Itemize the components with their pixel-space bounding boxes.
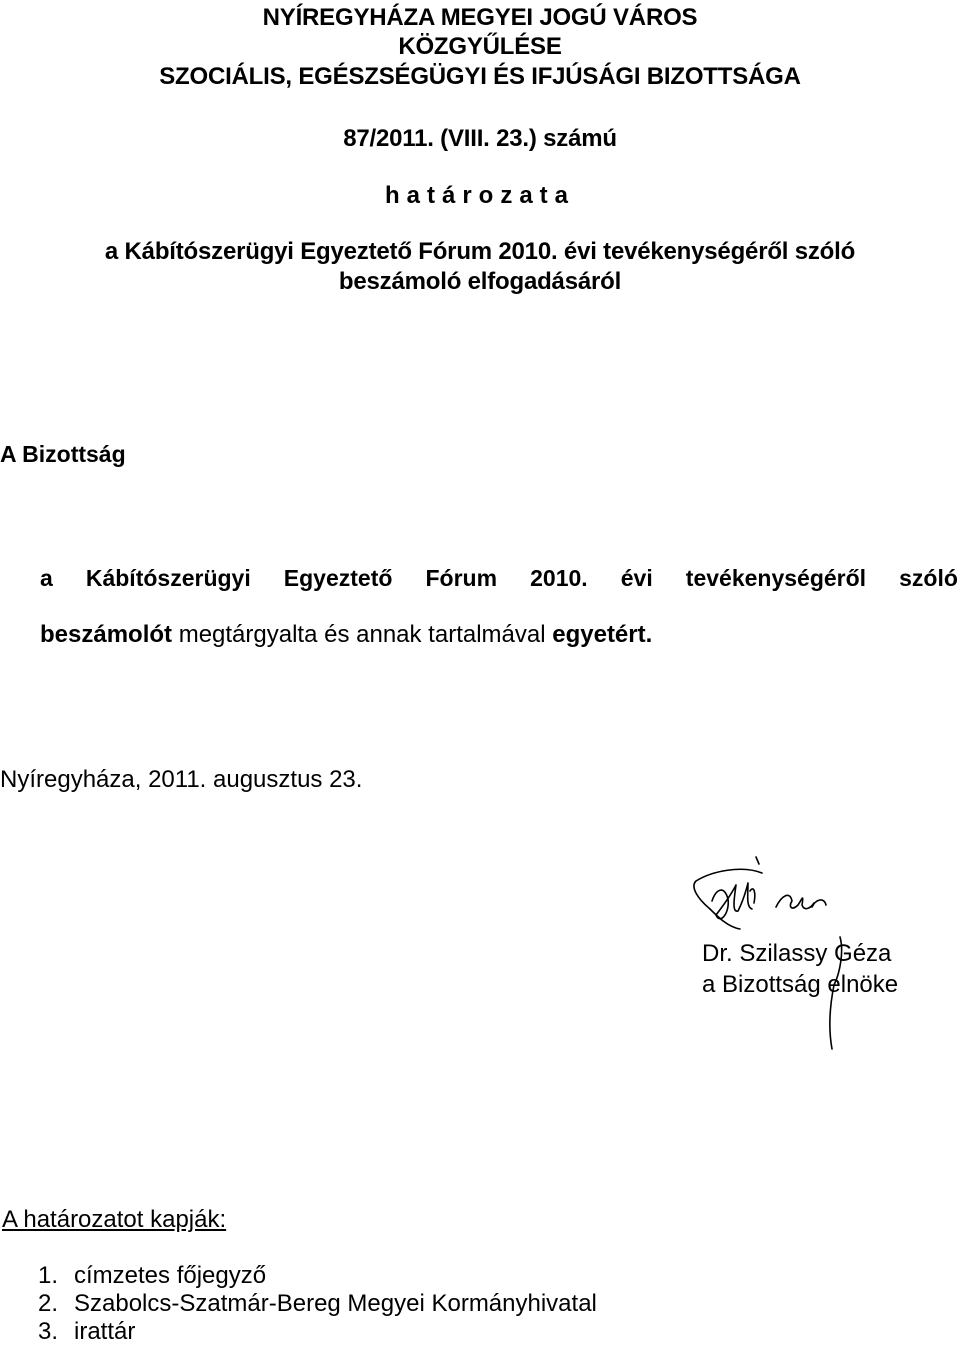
decision-word: Egyeztető xyxy=(283,565,393,591)
recipient-item xyxy=(38,1290,597,1318)
subject-line-1: a Kábítószerügyi Egyeztető Fórum 2010. évi tevékenységéről szóló xyxy=(104,238,856,265)
recipient-name: irattár xyxy=(74,1318,136,1345)
recipient-number: 3. xyxy=(38,1318,59,1345)
decision-word: Kábítószerügyi xyxy=(85,565,251,591)
recipient-number: 2. xyxy=(38,1290,59,1317)
recipient-item xyxy=(38,1318,135,1346)
decision-word: a xyxy=(40,565,53,591)
place-date: Nyíregyháza, 2011. augusztus 23. xyxy=(0,766,363,793)
resolution-number: 87/2011. (VIII. 23.) számú xyxy=(343,125,617,152)
decision-text-line-1 xyxy=(40,565,958,592)
decision-word: tevékenységéről xyxy=(685,565,867,591)
recipient-name: címzetes főjegyző xyxy=(74,1262,267,1289)
recipients-heading: A határozatot kapják: xyxy=(2,1206,227,1233)
organization-name: NYÍREGYHÁZA MEGYEI JOGÚ VÁROS xyxy=(262,4,698,31)
signer-name: Dr. Szilassy Géza xyxy=(702,940,892,967)
subject-line-2: beszámoló elfogadásáról xyxy=(338,268,622,295)
recipient-item xyxy=(38,1262,266,1290)
recipient-number: 1. xyxy=(38,1262,59,1289)
document-type-heading: határozata xyxy=(384,182,576,209)
committee-name: SZOCIÁLIS, EGÉSZSÉGÜGYI ÉS IFJÚSÁGI BIZOTTSÁGA xyxy=(159,63,801,90)
decision-subject: beszámolót xyxy=(40,621,173,648)
decision-text-line-2 xyxy=(40,621,652,649)
organization-body: KÖZGYŰLÉSE xyxy=(398,33,562,60)
decision-word: 2010. xyxy=(530,565,588,591)
decision-word: Fórum xyxy=(425,565,498,591)
committee-label: A Bizottság xyxy=(0,441,126,467)
decision-verb: megtárgyalta és annak tartalmával xyxy=(172,621,553,648)
decision-word: évi xyxy=(620,565,653,591)
decision-outcome: egyetért. xyxy=(552,621,653,648)
signer-title: a Bizottság elnöke xyxy=(702,971,899,998)
decision-word: szóló xyxy=(899,565,958,591)
recipient-name: Szabolcs-Szatmár-Bereg Megyei Kormányhivatal xyxy=(74,1290,597,1317)
